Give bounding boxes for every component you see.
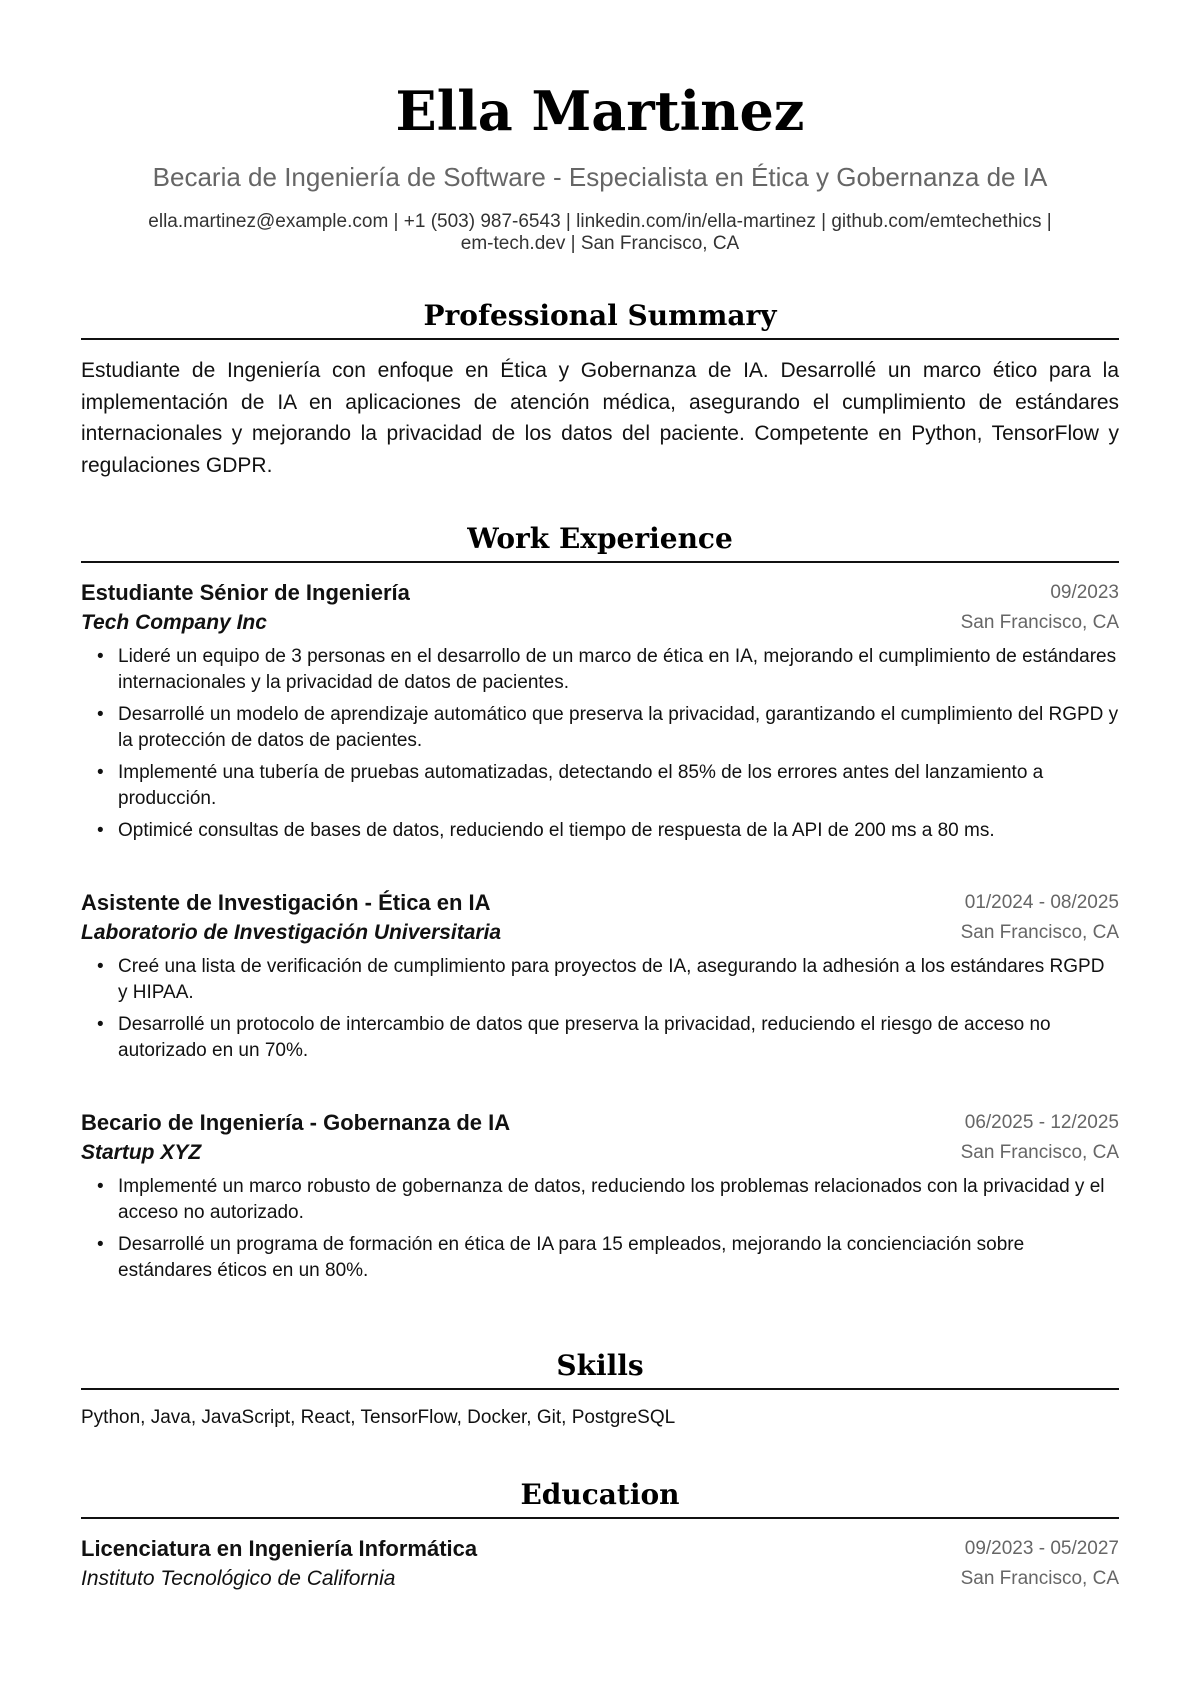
skills-list: Python, Java, JavaScript, React, TensorFlow, Docker, Git, PostgreSQL <box>81 1407 676 1428</box>
candidate-headline: Becaria de Ingeniería de Software - Especialista en Ética y Gobernanza de IA <box>152 162 1048 192</box>
bullet-item <box>81 818 1119 844</box>
education-school: Instituto Tecnológico de California <box>81 1567 396 1590</box>
job-date: 01/2024 - 08/2025 <box>964 892 1119 913</box>
bullet-dot: • <box>97 704 104 725</box>
education-entry <box>81 1534 1119 1594</box>
bullet-text: Desarrollé un programa de formación en ética de IA para 15 empleados, mejorando la concienciación sobre estándares éticos en un 80%. <box>118 1234 1025 1281</box>
bullet-item <box>81 954 1119 1006</box>
job-entry <box>81 578 1119 850</box>
bullet-text: Lideré un equipo de 3 personas en el desarrollo de un marco de ética en IA, mejorando el cumplimiento de estándares internacionales y la privacidad de datos de pacientes. <box>118 646 1117 693</box>
bullet-dot: • <box>97 956 104 977</box>
bullet-item <box>81 760 1119 812</box>
bullet-dot: • <box>97 820 104 841</box>
section-divider <box>81 1388 1119 1390</box>
bullet-item <box>81 1232 1119 1284</box>
bullet-text: Implementé un marco robusto de gobernanza de datos, reduciendo los problemas relacionados con la privacidad y el acceso no autorizado. <box>118 1176 1105 1223</box>
bullet-dot: • <box>97 762 104 783</box>
bullet-item <box>81 644 1119 696</box>
job-company: Startup XYZ <box>81 1141 202 1164</box>
job-entry <box>81 888 1119 1070</box>
bullet-dot: • <box>97 1014 104 1035</box>
job-bullets <box>81 1174 1119 1284</box>
bullet-text: Creé una lista de verificación de cumplimiento para proyectos de IA, asegurando la adhesión a los estándares RGPD y HIPAA. <box>118 956 1105 1003</box>
section-title-education: Education <box>520 1478 680 1511</box>
section-divider <box>81 338 1119 340</box>
job-title: Estudiante Sénior de Ingeniería <box>81 580 410 605</box>
section-divider <box>81 1517 1119 1519</box>
bullet-text: Desarrollé un modelo de aprendizaje automático que preserva la privacidad, garantizando el cumplimiento del RGPD y la protección de datos de pacientes. <box>118 704 1119 751</box>
bullet-dot: • <box>97 646 104 667</box>
job-location: San Francisco, CA <box>960 1142 1119 1163</box>
bullet-text: Optimicé consultas de bases de datos, reduciendo el tiempo de respuesta de la API de 200 ms a 80 ms. <box>118 820 995 841</box>
job-title: Asistente de Investigación - Ética en IA <box>81 890 491 915</box>
bullet-item <box>81 1174 1119 1226</box>
job-location: San Francisco, CA <box>960 612 1119 633</box>
contact-line-2: em-tech.dev | San Francisco, CA <box>460 233 740 254</box>
job-date: 09/2023 <box>1050 582 1119 603</box>
bullet-dot: • <box>97 1234 104 1255</box>
job-bullets <box>81 954 1119 1064</box>
section-title-skills: Skills <box>556 1349 644 1382</box>
contact-info <box>101 211 1099 255</box>
job-company: Tech Company Inc <box>81 611 267 634</box>
bullet-item <box>81 1012 1119 1064</box>
bullet-item <box>81 702 1119 754</box>
education-date: 09/2023 - 05/2027 <box>964 1538 1119 1559</box>
section-title-experience: Work Experience <box>467 522 733 555</box>
job-title: Becario de Ingeniería - Gobernanza de IA <box>81 1110 511 1135</box>
bullet-text: Implementé una tubería de pruebas automatizadas, detectando el 85% de los errores antes del lanzamiento a producción. <box>118 762 1044 809</box>
candidate-name: Ella Martinez <box>395 79 805 143</box>
job-location: San Francisco, CA <box>960 922 1119 943</box>
bullet-dot: • <box>97 1176 104 1197</box>
job-bullets <box>81 644 1119 844</box>
job-company: Laboratorio de Investigación Universitaria <box>81 921 502 944</box>
bullet-text: Desarrollé un protocolo de intercambio de datos que preserva la privacidad, reduciendo el riesgo de acceso no autorizado en un 70%. <box>118 1014 1051 1061</box>
section-divider <box>81 561 1119 563</box>
section-title-summary: Professional Summary <box>423 299 777 332</box>
contact-line-1: ella.martinez@example.com | +1 (503) 987-6543 | linkedin.com/in/ella-martinez | github.com/emtechethics | <box>148 211 1052 232</box>
job-date: 06/2025 - 12/2025 <box>964 1112 1119 1133</box>
summary-text: Estudiante de Ingeniería con enfoque en Ética y Gobernanza de IA. Desarrollé un marco ético para la implementación de IA en aplicaciones de atención médica, asegurando el cumplimiento de estándares internacionales y mejorando la privacidad de los datos del paciente. Competente en Python, TensorFlow y regulaciones GDPR. <box>81 359 1119 477</box>
education-location: San Francisco, CA <box>960 1568 1119 1589</box>
education-degree: Licenciatura en Ingeniería Informática <box>81 1536 478 1561</box>
job-entry <box>81 1108 1119 1290</box>
